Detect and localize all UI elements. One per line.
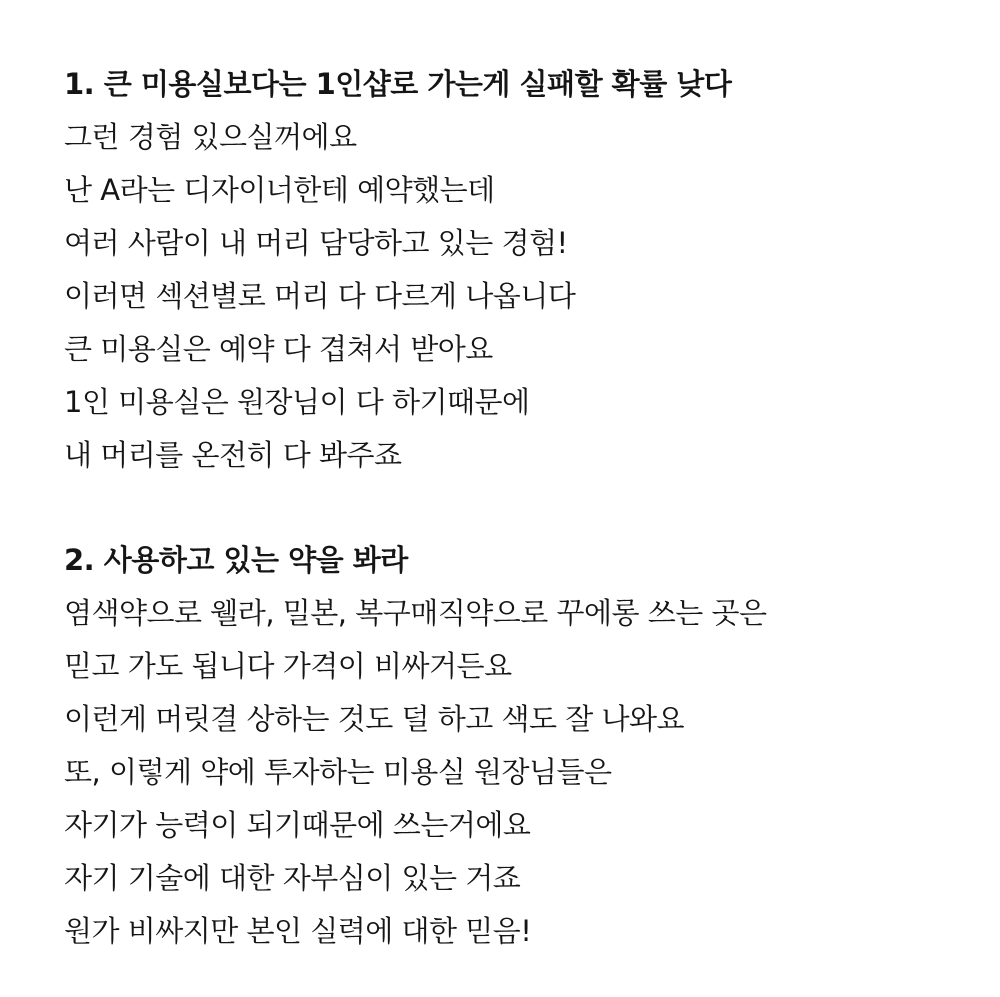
section-heading: 1. 큰 미용실보다는 1인샵로 가는게 실패할 확률 낮다 (64, 67, 732, 101)
text-line: 난 A라는 디자이너한테 예약했는데 (64, 173, 495, 207)
text-line: 큰 미용실은 예약 다 겹쳐서 받아요 (64, 332, 493, 366)
text-line: 내 머리를 온전히 다 봐주죠 (64, 438, 402, 472)
section-text-lines (64, 111, 1000, 482)
text-line: 이런게 머릿결 상하는 것도 덜 하고 색도 잘 나와요 (64, 702, 685, 736)
text-line: 자기 기술에 대한 자부심이 있는 거죠 (64, 861, 521, 895)
text-line: 또, 이렇게 약에 투자하는 미용실 원장님들은 (64, 755, 612, 789)
text-line: 여러 사람이 내 머리 담당하고 있는 경험! (64, 226, 568, 260)
text-line: 1인 미용실은 원장님이 다 하기때문에 (64, 385, 530, 419)
text-line: 이러면 섹션별로 머리 다 다르게 나옵니다 (64, 279, 576, 313)
section-text-lines (64, 587, 1000, 958)
text-line: 자기가 능력이 되기때문에 쓰는거에요 (64, 808, 531, 842)
text-line: 원가 비싸지만 본인 실력에 대한 믿음! (64, 914, 532, 948)
text-line: 염색약으로 웰라, 밀본, 복구매직약으로 꾸에롱 쓰는 곳은 (64, 596, 767, 630)
text-line: 그런 경험 있으실꺼에요 (64, 120, 357, 154)
section-1 (64, 58, 1000, 482)
text-line: 믿고 가도 됩니다 가격이 비싸거든요 (64, 649, 512, 683)
section-heading: 2. 사용하고 있는 약을 봐라 (64, 543, 408, 577)
section-2 (64, 534, 1000, 958)
